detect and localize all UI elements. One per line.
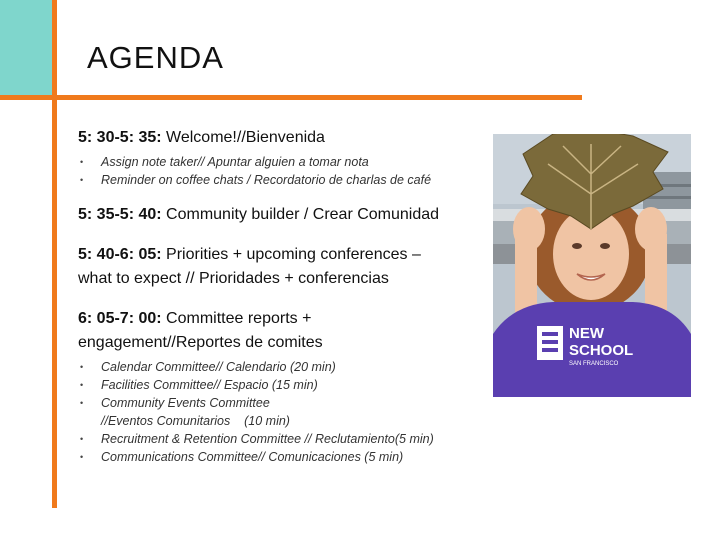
welcome-bullets — [78, 153, 498, 189]
bullet-icon: • — [80, 434, 84, 444]
agenda-item-priorities — [78, 243, 498, 291]
list-item: • Reminder on coffee chats / Recordatorio de charlas de café — [80, 173, 432, 187]
list-item: • Calendar Committee// Calendario (20 min) — [80, 360, 336, 374]
bullet-icon: • — [80, 157, 84, 167]
agenda-time: 6: 05-7: 00: — [78, 310, 162, 327]
list-item: • Assign note taker// Apuntar alguien a tomar nota — [80, 155, 369, 169]
agenda-label-line2: engagement//Reportes de comites — [78, 334, 323, 351]
committee-bullets — [78, 358, 498, 466]
list-item: • Facilities Committee// Espacio (15 min) — [80, 378, 318, 392]
list-item: • Recruitment & Retention Committee // Reclutamiento(5 min) — [80, 432, 434, 446]
shirt-text-new: NEW — [569, 325, 604, 342]
agenda-list — [78, 126, 498, 466]
agenda-label-line2: what to expect // Prioridades + conferencias — [78, 270, 389, 287]
agenda-item-welcome — [78, 126, 498, 150]
agenda-time: 5: 35-5: 40: — [78, 206, 162, 223]
shirt-text-sf: SAN FRANCISCO — [569, 361, 619, 367]
agenda-label: Welcome!//Bienvenida — [161, 129, 325, 146]
orange-horizontal-rule — [0, 95, 582, 100]
agenda-label: Committee reports + — [161, 310, 312, 327]
agenda-item-community — [78, 203, 498, 227]
agenda-item-committees — [78, 307, 498, 355]
bullet-icon: • — [80, 175, 84, 185]
bullet-icon: • — [80, 398, 84, 408]
agenda-time: 5: 40-6: 05: — [78, 246, 162, 263]
agenda-time: 5: 30-5: 35: — [78, 129, 162, 146]
orange-vertical-rule — [52, 0, 57, 508]
agenda-label: Community builder / Crear Comunidad — [161, 206, 440, 223]
agenda-label: Priorities + upcoming conferences – — [161, 246, 421, 263]
bullet-icon: • — [80, 362, 84, 372]
shirt-text-school: SCHOOL — [569, 342, 634, 359]
child-with-leaf-photo — [493, 134, 691, 397]
teal-accent-block — [0, 0, 52, 95]
bullet-icon: • — [80, 380, 84, 390]
list-item: • Communications Committee// Comunicaciones (5 min) — [80, 450, 404, 464]
slide-title: AGENDA — [87, 40, 224, 75]
bullet-icon: • — [80, 452, 84, 462]
list-item: • Community Events Committee //Eventos Comunitarios (10 min) — [80, 396, 290, 428]
